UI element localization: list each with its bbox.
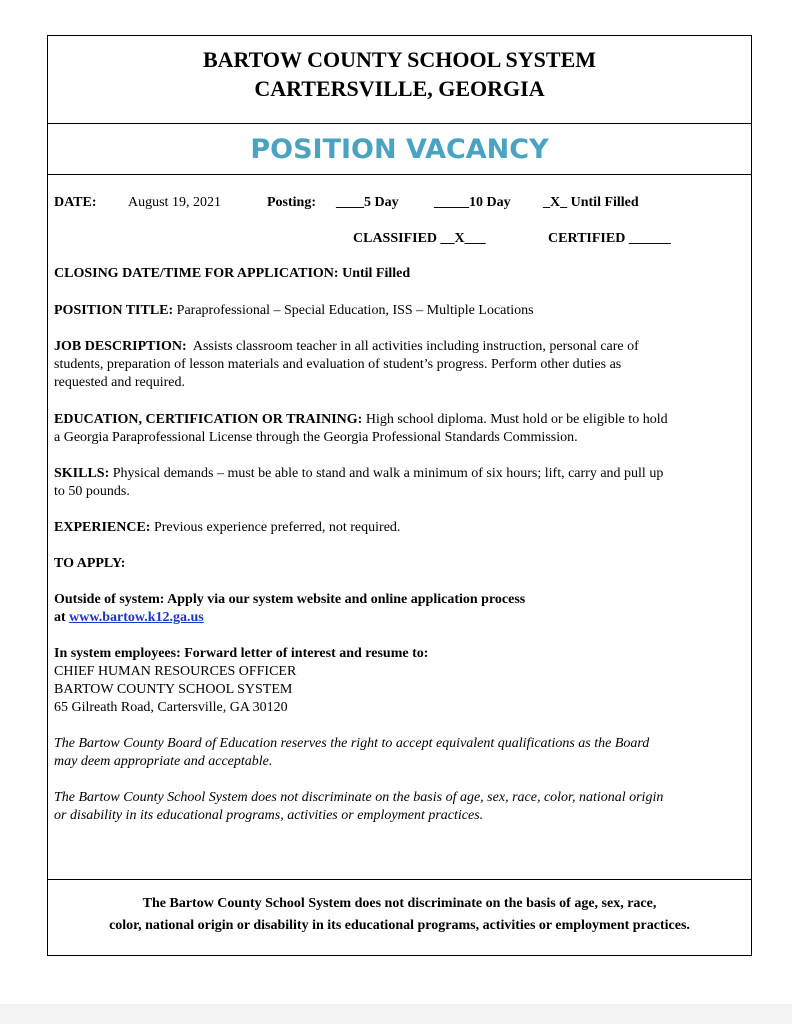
- reserve-line-1: The Bartow County Board of Education reserves the right to accept equivalent qualifications as the Board: [54, 736, 650, 751]
- date-label: DATE:: [54, 195, 97, 210]
- footer-line-2: color, national origin or disability in its educational programs, activities or employment practices.: [109, 918, 690, 933]
- website-link[interactable]: www.bartow.k12.ga.us: [69, 610, 204, 625]
- in-system-section: [54, 645, 746, 717]
- posting-until-filled: Until Filled: [570, 195, 639, 210]
- document-frame: [47, 35, 752, 956]
- position-title-label: POSITION TITLE:: [54, 303, 174, 318]
- in-system-line-1: In system employees: Forward letter of interest and resume to:: [54, 646, 429, 661]
- nondiscrimination-statement: [54, 789, 746, 825]
- education-label: EDUCATION, CERTIFICATION OR TRAINING:: [54, 412, 363, 427]
- date-row: [54, 194, 97, 212]
- address-line-2: BARTOW COUNTY SCHOOL SYSTEM: [54, 682, 293, 697]
- experience-label: EXPERIENCE:: [54, 520, 151, 535]
- job-description-label: JOB DESCRIPTION:: [54, 339, 187, 354]
- position-title-value: Paraprofessional – Special Education, ISS – Multiple Locations: [176, 303, 534, 318]
- job-description-line-2: students, preparation of lesson materials and evaluation of student’s progress. Perform other duties as: [54, 357, 622, 372]
- vacancy-banner: [48, 123, 751, 175]
- document-footer: [48, 879, 751, 955]
- certified-label: CERTIFIED: [548, 231, 626, 246]
- experience-value: Previous experience preferred, not required.: [153, 520, 401, 535]
- posting-10-day: _____10 Day: [434, 195, 511, 210]
- date-value: August 19, 2021: [128, 195, 221, 210]
- reserve-statement: [54, 735, 746, 771]
- reserve-line-2: may deem appropriate and acceptable.: [54, 754, 273, 769]
- education-line-1: High school diploma. Must hold or be eligible to hold: [365, 412, 668, 427]
- posting-label: Posting:: [267, 195, 316, 210]
- closing-label: CLOSING DATE/TIME FOR APPLICATION:: [54, 266, 339, 281]
- closing-value: Until Filled: [342, 266, 411, 281]
- certified-mark: ______: [628, 231, 671, 246]
- footer-line-1: The Bartow County School System does not discriminate on the basis of age, sex, race,: [142, 896, 657, 911]
- education-section: [54, 411, 746, 447]
- nondiscrimination-line-2: or disability in its educational programs, activities or employment practices.: [54, 808, 484, 823]
- skills-line-1: Physical demands – must be able to stand and walk a minimum of six hours; lift, carry and pull up: [112, 466, 664, 481]
- classified-mark: __X___: [440, 231, 486, 246]
- outside-at: at: [54, 610, 66, 625]
- posting-5-day: ____5 Day: [336, 195, 399, 210]
- address-line-1: CHIEF HUMAN RESOURCES OFFICER: [54, 664, 297, 679]
- nondiscrimination-line-1: The Bartow County School System does not discriminate on the basis of age, sex, race, color, national origin: [54, 790, 664, 805]
- job-description: [54, 338, 746, 392]
- job-description-line-3: requested and required.: [54, 375, 185, 390]
- posting-until-filled-mark: _X_: [543, 195, 568, 210]
- bottom-strip: [0, 1004, 792, 1024]
- job-description-line-1: Assists classroom teacher in all activities including instruction, personal care of: [192, 339, 639, 354]
- skills-section: [54, 465, 746, 501]
- document-header: [48, 36, 751, 124]
- address-line-3: 65 Gilreath Road, Cartersville, GA 30120: [54, 700, 288, 715]
- skills-label: SKILLS:: [54, 466, 110, 481]
- to-apply-heading: TO APPLY:: [54, 556, 126, 571]
- outside-system-line-1: Outside of system: Apply via our system website and online application process: [54, 592, 526, 607]
- header-line-1: BARTOW COUNTY SCHOOL SYSTEM: [202, 47, 597, 72]
- header-line-2: CARTERSVILLE, GEORGIA: [254, 76, 545, 101]
- classified-label: CLASSIFIED: [353, 231, 438, 246]
- education-line-2: a Georgia Paraprofessional License through the Georgia Professional Standards Commission.: [54, 430, 578, 445]
- skills-line-2: to 50 pounds.: [54, 484, 130, 499]
- outside-system-section: [54, 591, 746, 627]
- vacancy-title: POSITION VACANCY: [250, 134, 549, 165]
